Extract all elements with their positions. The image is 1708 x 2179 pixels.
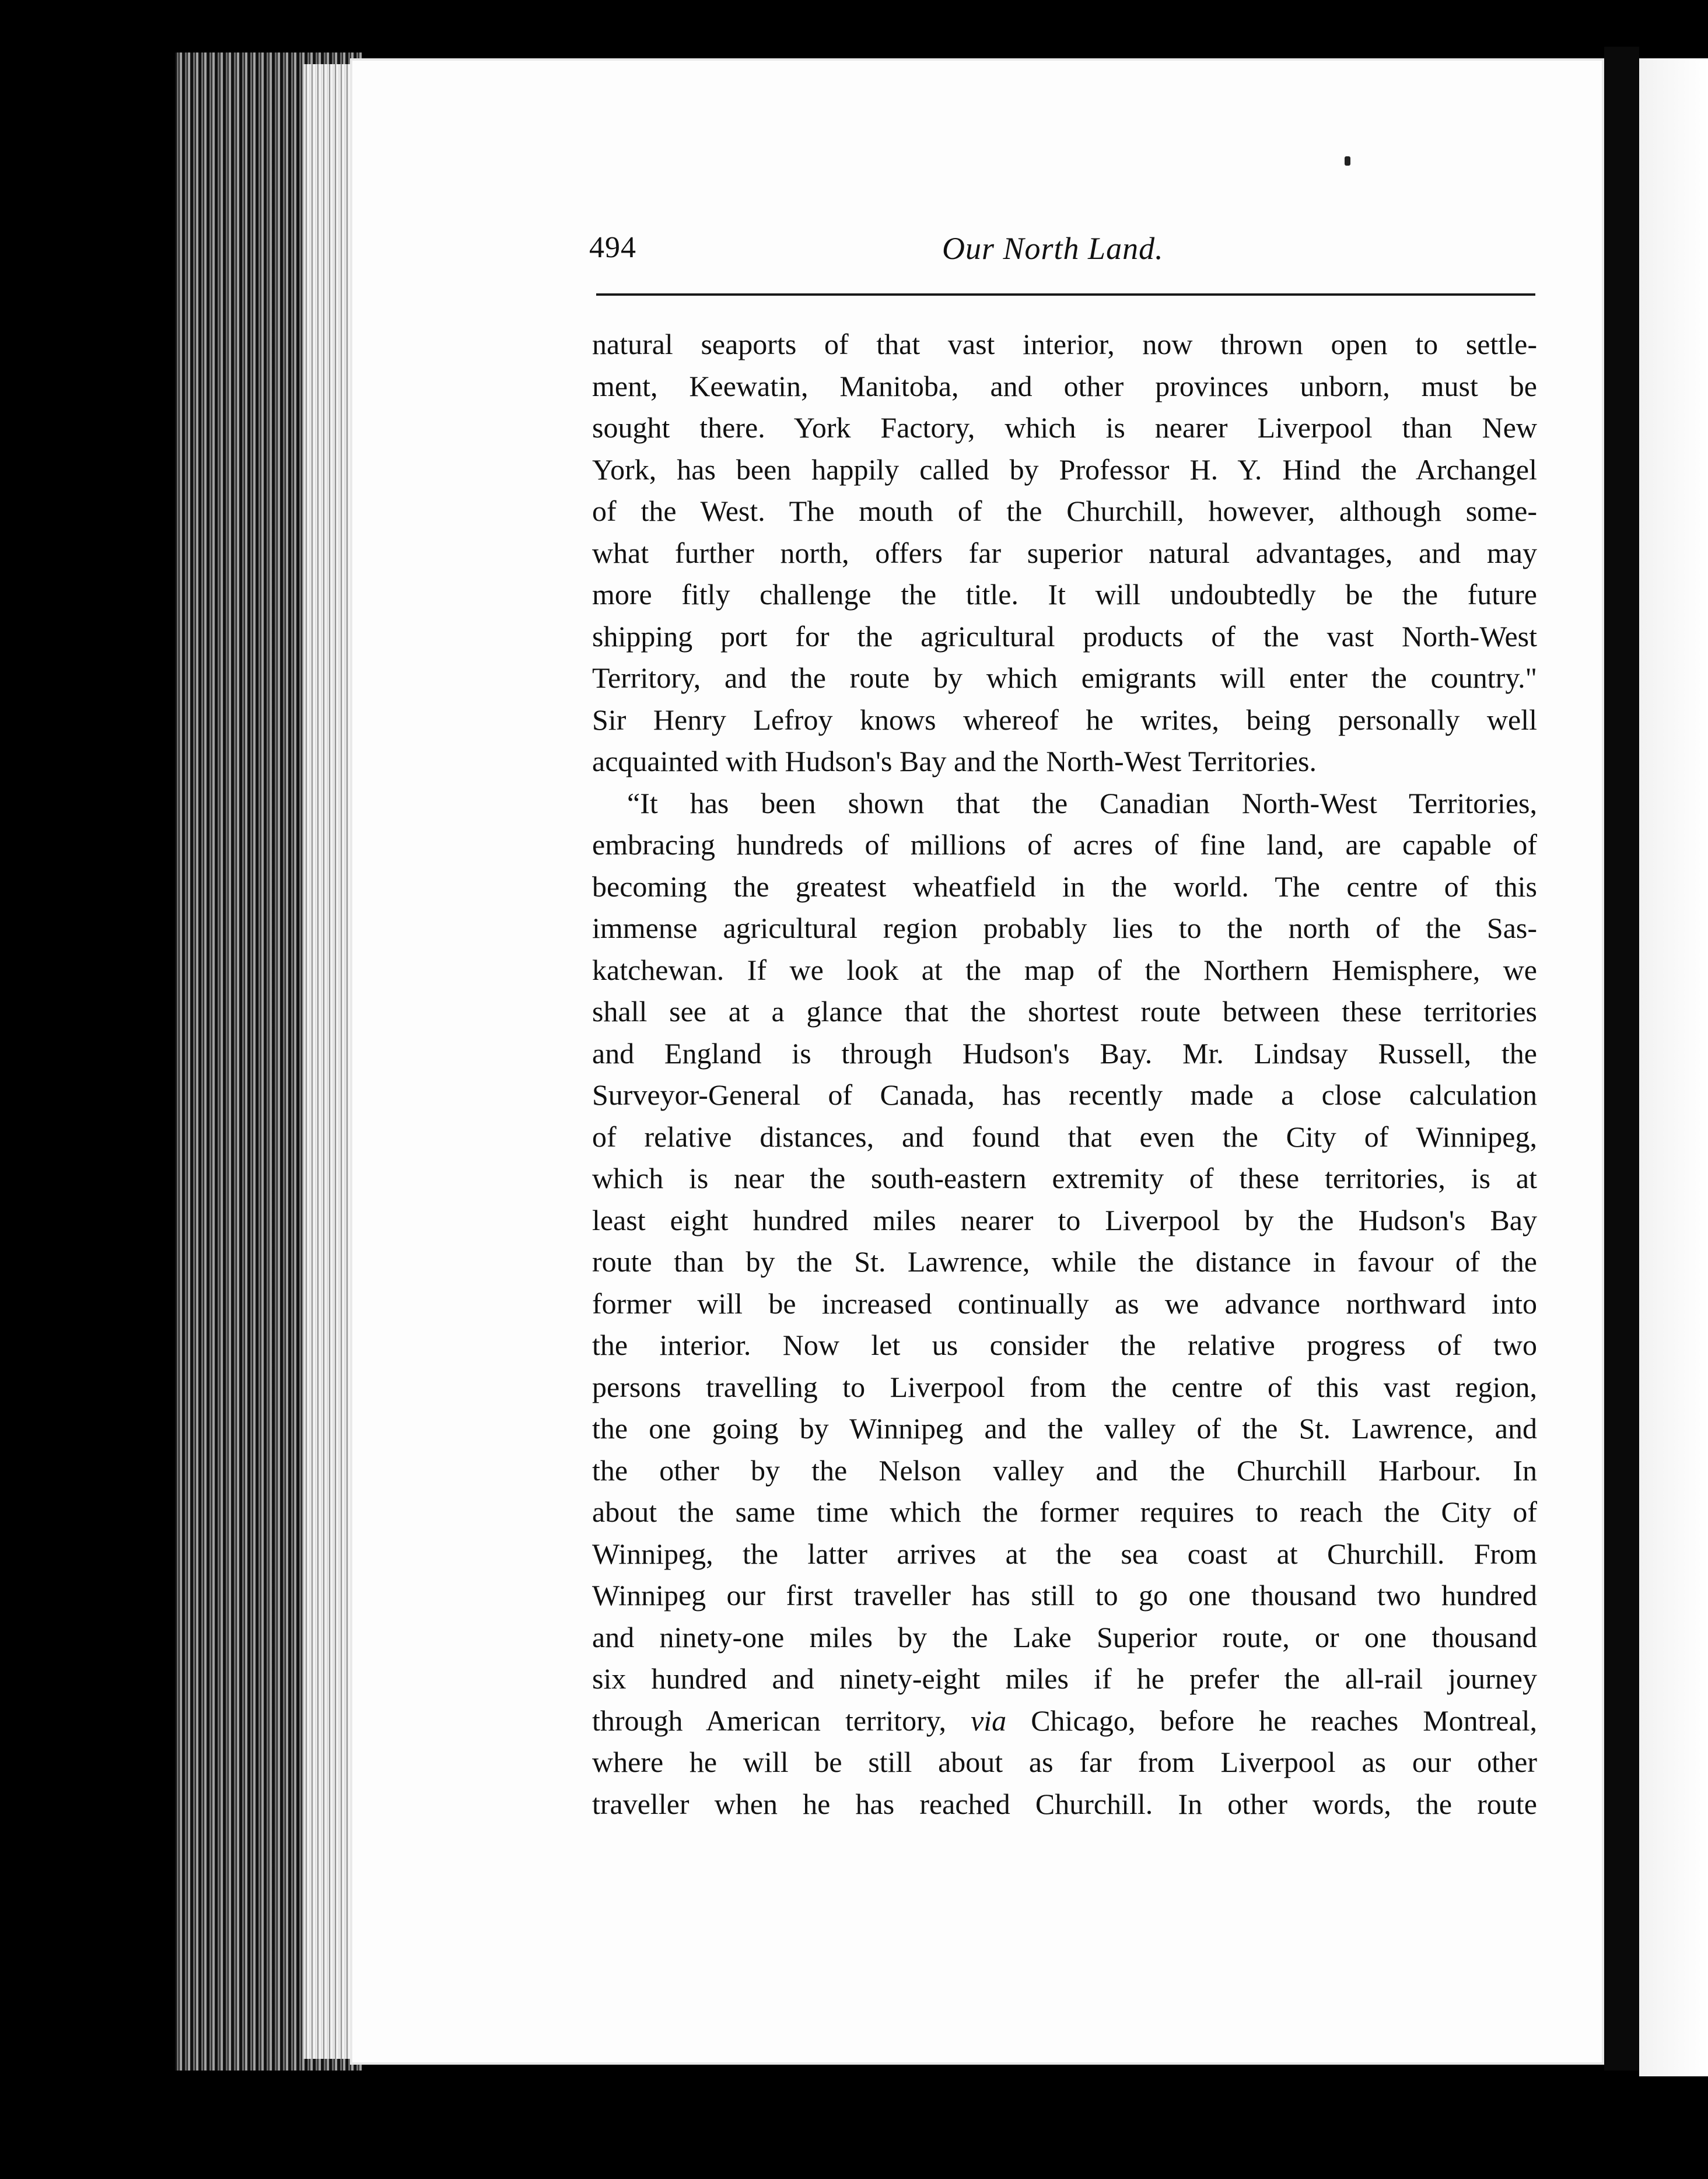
text-line: the interior. Now let us consider the relative progress of two [592, 1329, 1537, 1361]
text-line: traveller when he has reached Churchill. In other words, the route [592, 1787, 1537, 1820]
text-line: the other by the Nelson valley and the Churchill Harbour. In [592, 1453, 1537, 1487]
book-page-edges-inner [303, 64, 356, 2059]
text-line: Territory, and the route by which emigrants will enter the country." [592, 661, 1537, 694]
page-number: 494 [589, 231, 636, 264]
text-line: of the West. The mouth of the Churchill, however, although some- [592, 495, 1537, 527]
text-line: Sir Henry Lefroy knows whereof he writes, being personally well [592, 703, 1537, 736]
text-line: more fitly challenge the title. It will undoubtedly be the future [592, 578, 1537, 611]
text-line: route than by the St. Lawrence, while the distance in favour of the [592, 1245, 1537, 1278]
running-title: Our North Land. [942, 231, 1164, 266]
text-line-via [592, 1700, 1537, 1742]
facing-page-sliver [1639, 58, 1708, 2076]
text-line: Surveyor-General of Canada, has recently made a close calculation [592, 1078, 1537, 1111]
italic-via: via [971, 1704, 1007, 1737]
text-line: katchewan. If we look at the map of the Northern Hemisphere, we [592, 953, 1537, 986]
text-line: acquainted with Hudson's Bay and the North-West Territories. [592, 745, 1317, 777]
text-line: least eight hundred miles nearer to Liverpool by the Hudson's Bay [592, 1203, 1537, 1236]
text-line: “It has been shown that the Canadian North-West Territories, [627, 786, 1537, 819]
ink-speck [1345, 156, 1350, 166]
text-line: six hundred and ninety-eight miles if he prefer the all-rail journey [592, 1662, 1537, 1695]
text-line: ment, Keewatin, Manitoba, and other provinces unborn, must be [592, 369, 1537, 402]
text-line: persons travelling to Liverpool from the centre of this vast region, [592, 1370, 1537, 1403]
gutter-shadow [1604, 47, 1639, 2071]
text-line: Winnipeg, the latter arrives at the sea coast at Churchill. From [592, 1537, 1537, 1570]
text-line: where he will be still about as far from Liverpool as our other [592, 1746, 1537, 1778]
paragraph-2 [592, 783, 1537, 1826]
text-line: the one going by Winnipeg and the valley of the St. Lawrence, and [592, 1412, 1537, 1445]
text-line: immense agricultural region probably lies to the north of the Sas- [592, 912, 1537, 944]
text-line: Winnipeg our first traveller has still to go one thousand two hundred [592, 1579, 1537, 1612]
text-line: embracing hundreds of millions of acres of fine land, are capable of [592, 828, 1537, 861]
header-rule [596, 293, 1535, 296]
page-header [589, 230, 1534, 277]
body-text [592, 324, 1537, 1825]
text-line: sought there. York Factory, which is nearer Liverpool than New [592, 411, 1537, 444]
text-line: and England is through Hudson's Bay. Mr. Lindsay Russell, the [592, 1036, 1537, 1070]
text-segment: Chicago, before he reaches Montreal, [1006, 1704, 1537, 1737]
paragraph-1 [592, 324, 1537, 783]
text-line: natural seaports of that vast interior, now thrown open to settle- [592, 328, 1537, 360]
text-line: which is near the south-eastern extremity of these territories, is at [592, 1162, 1537, 1194]
text-line: former will be increased continually as we advance northward into [592, 1287, 1537, 1320]
text-line: York, has been happily called by Professor H. Y. Hind the Archangel [592, 453, 1537, 486]
text-line: and ninety-one miles by the Lake Superior route, or one thousand [592, 1620, 1537, 1653]
text-segment: through American territory, [592, 1704, 971, 1737]
text-line: what further north, offers far superior natural advantages, and may [592, 536, 1537, 569]
text-line: becoming the greatest wheatfield in the world. The centre of this [592, 870, 1537, 903]
text-line: shipping port for the agricultural products of the vast North-West [592, 619, 1537, 653]
text-line: shall see at a glance that the shortest route between these territories [592, 995, 1537, 1028]
text-line: of relative distances, and found that even the City of Winnipeg, [592, 1120, 1537, 1153]
text-line: about the same time which the former requires to reach the City of [592, 1495, 1537, 1528]
